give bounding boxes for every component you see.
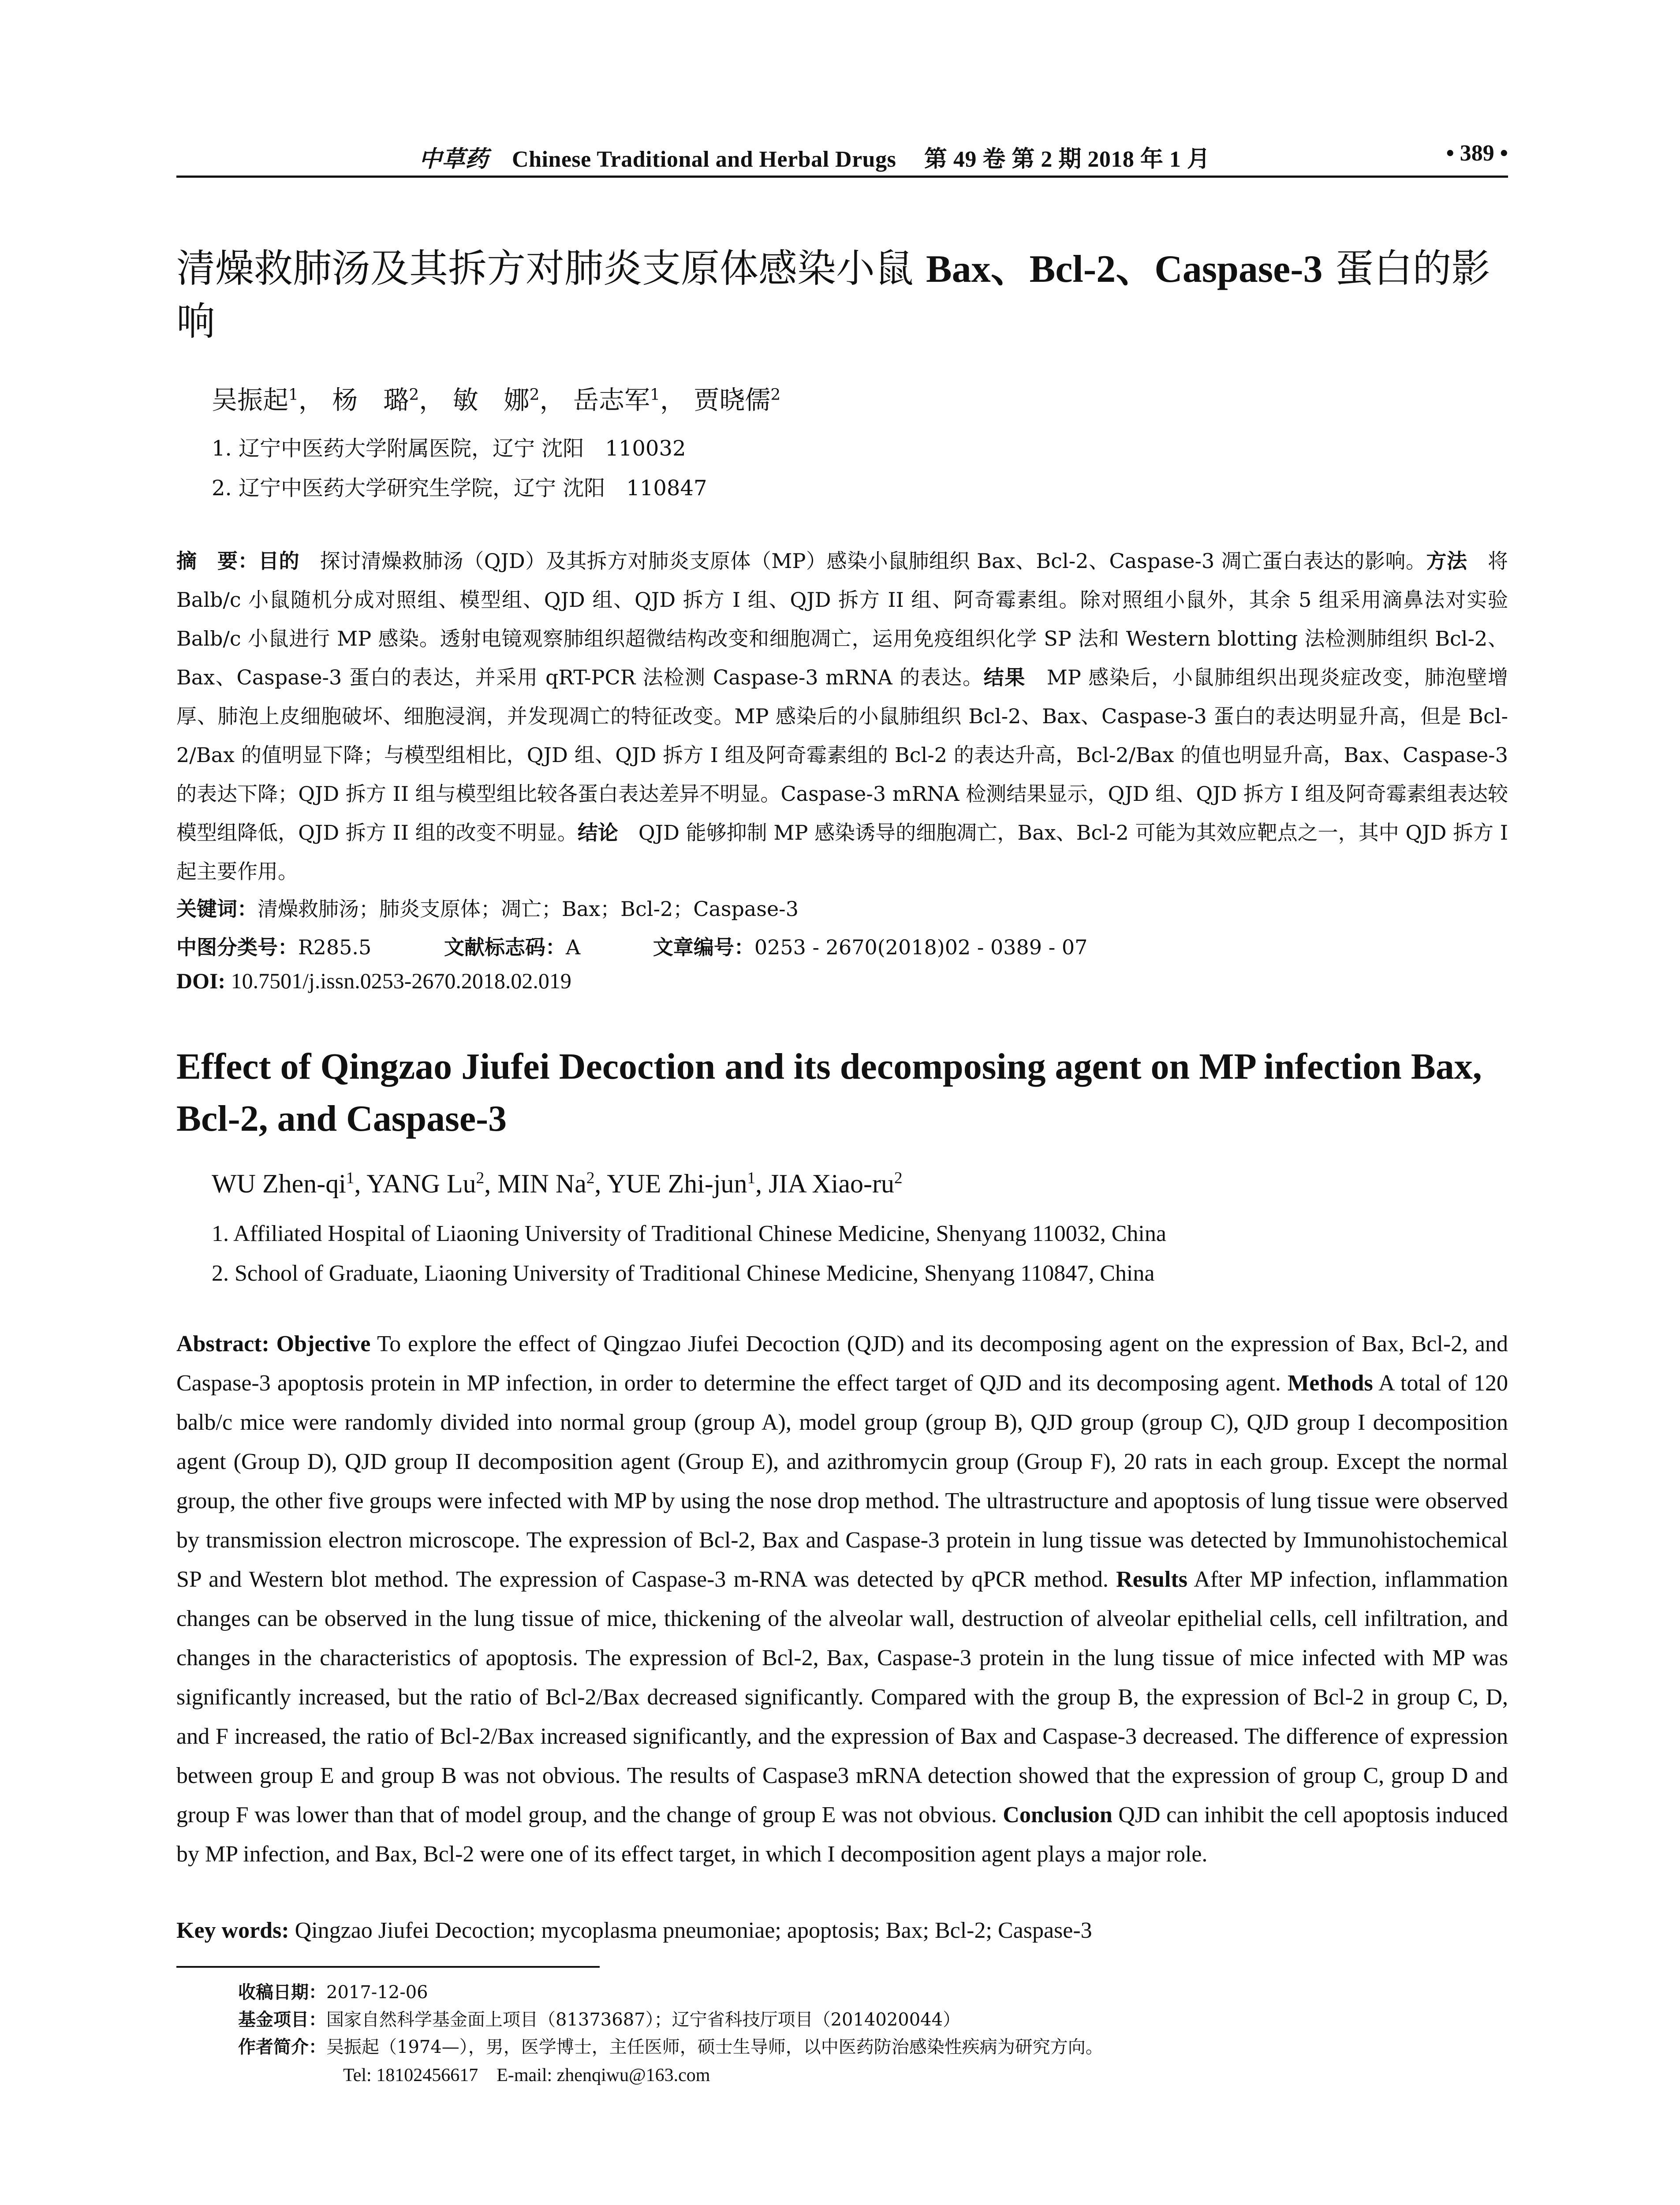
- results-cn-label: 结果: [983, 665, 1026, 689]
- title-cn: [176, 243, 1508, 348]
- abstract-cn-label: 摘 要：: [176, 549, 259, 573]
- received-label: 收稿日期：: [238, 1982, 326, 2003]
- author-sup: 1: [346, 1169, 355, 1187]
- author-cn: 吴振起: [212, 385, 289, 415]
- keywords-cn-label: 关键词：: [176, 897, 258, 921]
- clc-label: 中图分类号：: [176, 935, 298, 959]
- classification-line: [176, 931, 1087, 960]
- author-cn: 岳志军: [573, 385, 650, 415]
- author-sup: 2: [770, 385, 781, 404]
- footnote-author: [238, 2033, 1103, 2058]
- header-rule: [176, 176, 1508, 178]
- keywords-cn: [176, 893, 799, 922]
- doc-code-value: A: [565, 935, 581, 959]
- conclusion-cn-label: 结论: [577, 821, 618, 845]
- article-no-label: 文章编号：: [653, 935, 754, 959]
- authors-en: WU Zhen-$qi^1$, YANG Lu$^2$, MIN Na$^2$, YUE Zhi-jun$^1$, JIA Xiao-$ru^2$: [212, 1169, 903, 1198]
- objective-cn-label: 目的: [258, 549, 300, 573]
- author-bio-label: 作者简介：: [238, 2037, 326, 2057]
- journal-name-en: Chinese Traditional and Herbal Drugs: [512, 147, 896, 172]
- author-sup: 1: [650, 385, 660, 404]
- author-sup: 1: [747, 1169, 756, 1187]
- methods-cn-label: 方法: [1426, 549, 1467, 573]
- author-sup: 2: [894, 1169, 903, 1187]
- keywords-cn-text: 清燥救肺汤；肺炎支原体；凋亡；Bax；Bcl-2；Caspase-3: [258, 897, 799, 921]
- affiliation-cn-1: 1. 辽宁中医药大学附属医院，辽宁 沈阳 110032: [212, 436, 686, 461]
- author-bio-value: 吴振起（1974—），男，医学博士，主任医师，硕士生导师，以中医药防治感染性疾病为研究方向。: [326, 2037, 1103, 2057]
- affiliation-en-2: 2. School of Graduate, Liaoning University of Traditional Chinese Medicine, Shenyang 110847, China: [212, 1261, 1155, 1286]
- doi-value: 10.7501/j.issn.0253-2670.2018.02.019: [225, 968, 571, 993]
- author-en: YUE Zhi-jun: [607, 1169, 747, 1198]
- fund-label: 基金项目：: [238, 2010, 326, 2030]
- author-cn: 贾晓儒: [694, 385, 771, 415]
- footnote-fund: [238, 2006, 960, 2031]
- author-sup: 2: [586, 1169, 595, 1187]
- methods-en-text: A total of 120 balb/c mice were randomly divided into normal group (group A), model group (group B), QJD group (group C), QJD group I decomposition agent (Group D), QJD group II decomposition agent (Group E), and azithromycin group (Group F), 20 rats in each group. Except the normal group, the other five groups were infected with MP by using the nose drop method. The ultrastructure and apoptosis of lung tissue were observed by transmission electron microscope. The expression of Bcl-2, Bax and Caspase-3 protein in lung tissue was detected by Immunohistochemical SP and Western blot method. The expression of Caspase-3 m-RNA was detected by qPCR method.: [176, 1371, 1508, 1592]
- author-cn: 杨 璐: [332, 385, 409, 415]
- methods-en-label: Methods: [1288, 1371, 1373, 1396]
- affiliation-cn-2: 2. 辽宁中医药大学研究生学院，辽宁 沈阳 110847: [212, 476, 707, 501]
- authors-cn: 吴振起$^1$， 杨 璐$^2$， 敏 娜$^2$， 岳志军$^1$， 贾晓儒$^2$: [212, 385, 781, 415]
- author-sup: 2: [529, 385, 540, 404]
- title-cn-part-c: 蛋白的影响: [176, 246, 1490, 344]
- objective-en-text: To explore the effect of Qingzao Jiufei Decoction (QJD) and its decomposing agent on the expression of Bax, Bcl-2, and Caspase-3 apoptosis protein in MP infection, in order to determine the effect target of QJD and its decomposing agent.: [176, 1331, 1508, 1396]
- objective-en-label: Objective: [276, 1331, 371, 1357]
- title-en: Effect of Qingzao Jiufei Decoction and its decomposing agent on MP infection Bax, Bcl-2, and Caspase-3: [176, 1046, 1482, 1139]
- results-en-label: Results: [1116, 1567, 1187, 1592]
- doi-label: DOI:: [176, 968, 226, 993]
- journal-name-cn: 中草药: [419, 146, 489, 172]
- article-no-value: 0253 - 2670(2018)02 - 0389 - 07: [754, 935, 1088, 959]
- results-cn-text: MP 感染后，小鼠肺组织出现炎症改变，肺泡壁增厚、肺泡上皮细胞破坏、细胞浸润，并发现凋亡的特征改变。MP 感染后的小鼠肺组织 Bcl-2、Bax、Caspase-3 蛋白的表达明显升高，但是 Bcl-2/Bax 的值明显下降；与模型组相比，QJD 组、QJD 拆方 I 组及阿奇霉素组的 Bcl-2 的表达升高，Bcl-2/Bax 的值也明显升高，Bax、Caspase-3 的表达下降；QJD 拆方 II 组与模型组比较各蛋白表达差异不明显。Caspase-3 mRNA 检测结果显示，QJD 组、QJD 拆方 I 组及阿奇霉素组表达较模型组降低，QJD 拆方 II 组的改变不明显。: [176, 665, 1508, 845]
- methods-cn-text: 将 Balb/c 小鼠随机分成对照组、模型组、QJD 组、QJD 拆方 I 组、QJD 拆方 II 组、阿奇霉素组。除对照组小鼠外，其余 5 组采用滴鼻法对实验 Balb/c 小鼠进行 MP 感染。透射电镜观察肺组织超微结构改变和细胞凋亡，运用免疫组织化学 SP 法和 Western blotting 法检测肺组织 Bcl-2、Bax、Caspase-3 蛋白的表达，并采用 qRT-PCR 法检测 Caspase-3 mRNA 的表达。: [176, 549, 1508, 689]
- received-value: 2017-12-06: [326, 1982, 428, 2003]
- journal-info: [419, 140, 1210, 173]
- keywords-en-text: Qingzao Jiufei Decoction; mycoplasma pneumoniae; apoptosis; Bax; Bcl-2; Caspase-3: [289, 1918, 1092, 1943]
- abstract-en: [176, 1324, 1508, 1874]
- doc-code-label: 文献标志码：: [444, 935, 566, 959]
- conclusion-cn-text: QJD 能够抑制 MP 感染诱导的细胞凋亡，Bax、Bcl-2 可能为其效应靶点之一，其中 QJD 拆方 I 起主要作用。: [176, 821, 1508, 883]
- journal-issue: 第 49 卷 第 2 期 2018 年 1 月: [924, 147, 1210, 172]
- page-number: • 389 •: [1446, 141, 1508, 166]
- title-cn-part-b: Bax、Bcl-2、Caspase-3: [926, 248, 1323, 291]
- footnote-contact: Tel: 18102456617 E-mail: zhenqiwu@163.com: [343, 2065, 710, 2085]
- conclusion-en-text: QJD can inhibit the cell apoptosis induced by MP infection, and Bax, Bcl-2 were one of its effect target, in which I decomposition agent plays a major role.: [176, 1802, 1508, 1867]
- author-sup: 2: [409, 385, 419, 404]
- running-header: [176, 140, 1508, 172]
- abstract-en-label: Abstract:: [176, 1331, 276, 1357]
- abstract-cn: [176, 542, 1508, 891]
- keywords-en-label: Key words:: [176, 1918, 289, 1943]
- author-sup: 1: [288, 385, 299, 404]
- conclusion-en-label: Conclusion: [1003, 1802, 1113, 1828]
- title-cn-part-a: 清燥救肺汤及其拆方对肺炎支原体感染小鼠: [176, 246, 926, 291]
- footnote-received: [238, 1978, 428, 2003]
- doi-line: [176, 968, 571, 994]
- objective-cn-text: 探讨清燥救肺汤（QJD）及其拆方对肺炎支原体（MP）感染小鼠肺组织 Bax、Bcl-2、Caspase-3 凋亡蛋白表达的影响。: [299, 549, 1426, 573]
- fund-value: 国家自然科学基金面上项目（81373687）；辽宁省科技厅项目（2014020044）: [326, 2010, 961, 2030]
- keywords-en: [176, 1913, 1508, 1948]
- affiliation-en-1: 1. Affiliated Hospital of Liaoning University of Traditional Chinese Medicine, Shenyang 110032, China: [212, 1221, 1166, 1246]
- results-en-text: After MP infection, inflammation changes can be observed in the lung tissue of mice, thickening of the alveolar wall, destruction of alveolar epithelial cells, cell infiltration, and changes in the characteristics of apoptosis. The expression of Bcl-2, Bax, Caspase-3 protein in the lung tissue of mice infected with MP was significantly increased, but the ratio of Bcl-2/Bax decreased significantly. Compared with the group B, the expression of Bcl-2 in group C, D, and F increased, the ratio of Bcl-2/Bax increased significantly, and the expression of Bax and Caspase-3 decreased. The difference of expression between group E and group B was not obvious. The results of Caspase3 mRNA detection showed that the expression of group C, group D and group F was lower than that of model group, and the change of group E was not obvious.: [176, 1567, 1508, 1828]
- clc-value: R285.5: [298, 935, 372, 959]
- author-en: MIN Na: [497, 1169, 586, 1198]
- author-en: WU Zhen-qi: [212, 1169, 346, 1198]
- author-en: YANG Lu: [366, 1169, 476, 1198]
- author-en: JIA Xiao-ru: [769, 1169, 895, 1198]
- author-sup: 2: [476, 1169, 485, 1187]
- author-cn: 敏 娜: [452, 385, 530, 415]
- footnote-rule: [176, 1966, 600, 1968]
